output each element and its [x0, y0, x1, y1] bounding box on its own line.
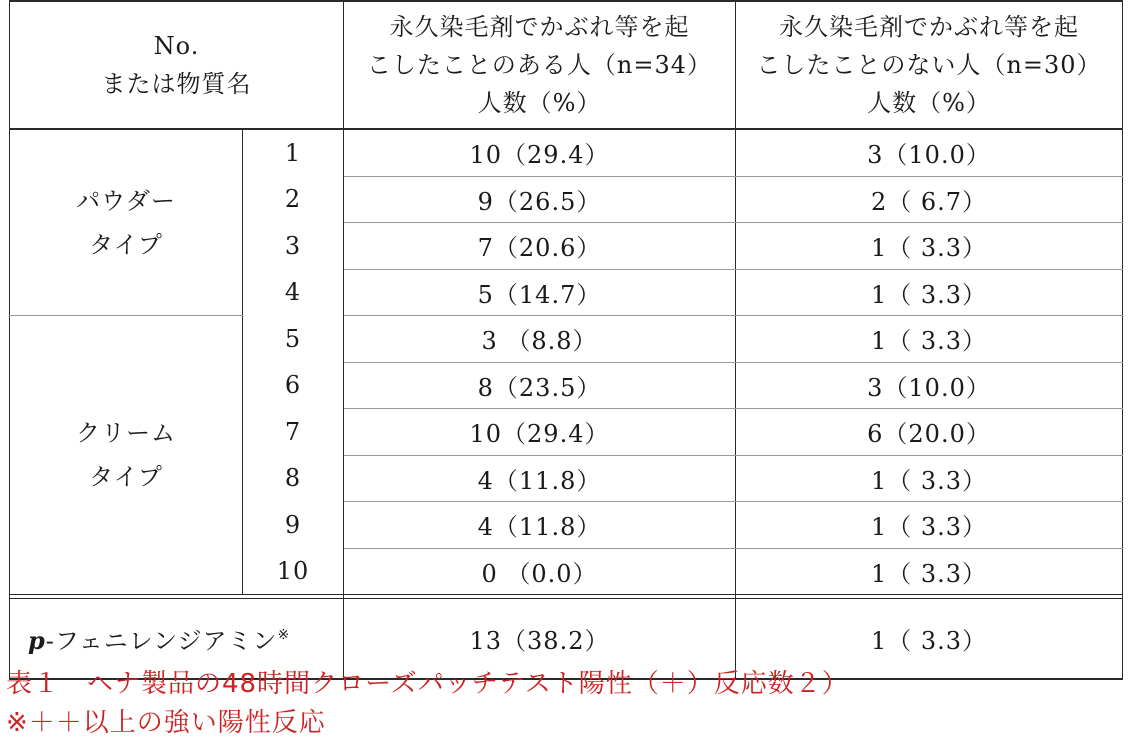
header-without-history: 永久染毛剤でかぶれ等を起 こしたことのない人（n=30） 人数（%）: [736, 1, 1123, 129]
count-with-history: 9（26.5）: [344, 176, 736, 223]
row-number: 5: [243, 316, 344, 363]
count-with-history: 10（29.4）: [344, 409, 736, 456]
count-with-history: 5（14.7）: [344, 269, 736, 316]
patch-test-table: [9, 0, 1123, 680]
ppd-count-with-history: 13（38.2）: [344, 599, 736, 680]
count-without-history: 6（20.0）: [736, 409, 1123, 456]
count-without-history: 1（ 3.3）: [736, 455, 1123, 502]
row-number: 2: [243, 176, 344, 223]
table-footnote: ※＋＋以上の強い陽性反応: [6, 708, 326, 738]
header-no-or-substance: [10, 1, 344, 129]
header-no-label: No.: [153, 32, 200, 60]
count-without-history: 1（ 3.3）: [736, 502, 1123, 549]
row-number: 8: [243, 455, 344, 502]
count-with-history: 8（23.5）: [344, 362, 736, 409]
row-number: 6: [243, 362, 344, 409]
count-without-history: 2（ 6.7）: [736, 176, 1123, 223]
row-number: 1: [243, 129, 344, 176]
header-with-history: 永久染毛剤でかぶれ等を起 こしたことのある人（n=34） 人数（%）: [344, 1, 736, 129]
ppd-name: -フェニレンジアミン: [45, 627, 278, 655]
row-number: 4: [243, 269, 344, 316]
ppd-footnote-mark: ※: [277, 627, 291, 643]
count-with-history: 7（20.6）: [344, 223, 736, 270]
count-without-history: 1（ 3.3）: [736, 316, 1123, 363]
group-powder-type: パウダー タイプ: [10, 129, 243, 316]
count-with-history: 10（29.4）: [344, 129, 736, 176]
count-without-history: 3（10.0）: [736, 362, 1123, 409]
count-with-history: 0 （0.0）: [344, 548, 736, 595]
table-caption: 表１ ヘナ製品の48時間クローズパッチテスト陽性（＋）反応数２）: [6, 669, 849, 699]
table-row: [10, 129, 1123, 176]
row-number: 3: [243, 223, 344, 270]
count-with-history: 4（11.8）: [344, 502, 736, 549]
row-number: 9: [243, 502, 344, 549]
table-row: [10, 316, 1123, 363]
ppd-count-without-history: 1（ 3.3）: [736, 599, 1123, 680]
ppd-prefix: p: [28, 626, 46, 655]
count-without-history: 1（ 3.3）: [736, 548, 1123, 595]
count-without-history: 3（10.0）: [736, 129, 1123, 176]
header-substance-label: または物質名: [101, 70, 252, 98]
count-with-history: 4（11.8）: [344, 455, 736, 502]
header-row: [10, 1, 1123, 129]
row-number: 7: [243, 409, 344, 456]
count-with-history: 3 （8.8）: [344, 316, 736, 363]
group-cream-type: クリーム タイプ: [10, 316, 243, 595]
count-without-history: 1（ 3.3）: [736, 269, 1123, 316]
row-number: 10: [243, 548, 344, 595]
count-without-history: 1（ 3.3）: [736, 223, 1123, 270]
